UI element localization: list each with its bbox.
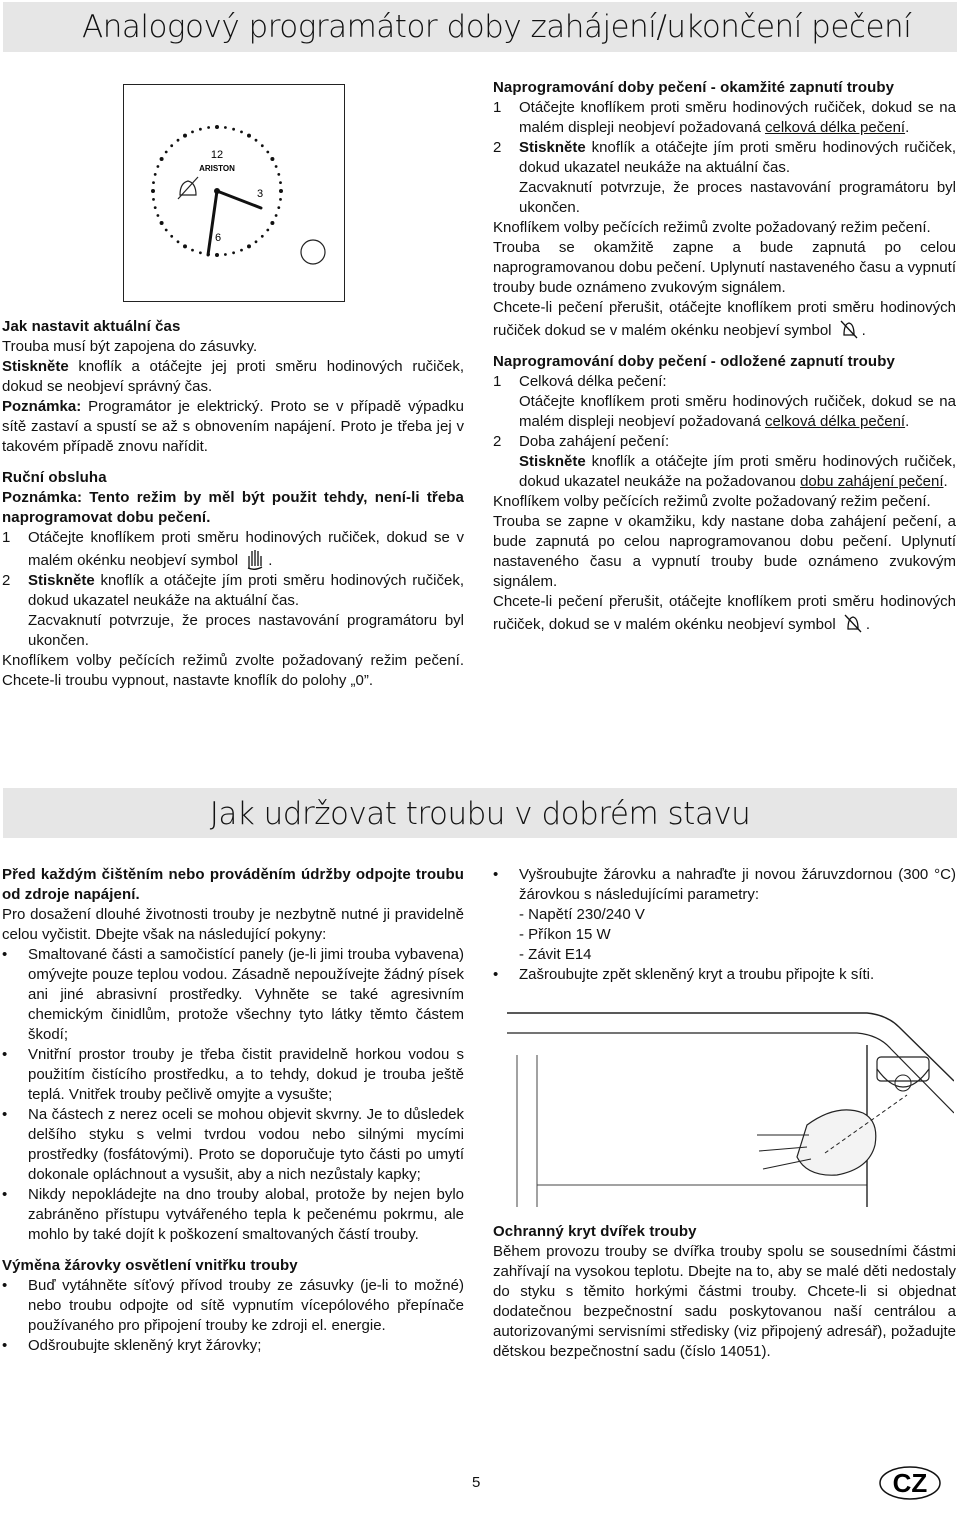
dial-tick [247,244,251,248]
dial-tick [261,235,264,238]
page-title: Analogový programátor doby zahájení/ukončení pečení [82,9,912,45]
dial-tick [261,144,264,147]
dial-number-3: 3 [256,188,264,200]
bulb-heading: Výměna žárovky osvětlení vnitřku trouby [2,1257,298,1274]
right-column-top [493,78,956,635]
dial-tick [165,229,168,232]
cleaning-intro: Pro dosažení dlouhé životnosti trouby je nezbytně nutné ji pravidelně celou vyčistit. Dbejte však na následující pokyny: [2,906,464,943]
delayed-step-1: 1 Celková délka pečení: [493,373,667,390]
dial-tick [277,173,280,176]
dial-tick [275,214,278,217]
dial-tick [255,240,258,243]
door-section [493,1222,956,1362]
dial-tick [157,214,160,217]
cleaning-bullet-3: • Na částech z nerez oceli se mohou objevit skvrny. Je to důsledek delšího styku s velmi tvrdou vodou nebo silnými mycími prostředky (fosfátovými). Proto se doporučuje tyto části po umytí dokonale opláchnout a vysušit, aby a nich nezůstaly kapky; [2,1106,464,1183]
dial-tick [157,165,160,168]
dial-tick [232,251,235,254]
dial-tick [240,131,243,134]
dial-tick [207,126,210,129]
brand-logo: ARISTON [199,164,235,173]
left-column-bottom [2,865,464,1356]
manual-heading: Ruční obsluha [2,469,107,486]
delayed-step-1-text: Otáčejte knoflíkem proti směru hodinových ručiček, dokud se na malém displeji neobjeví požadovaná celková délka pečení. [519,393,956,430]
country-code: CZ [892,1468,928,1498]
hour-hand [208,191,217,255]
bulb-bullet-1: • Buď vytáhněte síťový přívod trouby ze zásuvky (je-li to možné) nebo troubu odpojte od sítě vypnutím vícepólového přepínače používaného pro připojení trouby ke zdroji el. energie. [2,1277,464,1334]
set-time-heading: Jak nastavit aktuální čas [2,318,181,335]
bulb-spec-power: - Příkon 15 W [519,926,611,943]
dial-tick [279,181,282,184]
dial-tick [154,206,157,209]
dial-tick [224,253,227,256]
oven-lamp-icon [507,985,954,1207]
dial-tick [160,157,164,161]
dial-tick [151,189,155,193]
manual-step-1: 1 Otáčejte knoflíkem proti směru hodinových ručiček, dokud se v malém okénku neobjeví symbol . [2,529,464,569]
bell-crossed-symbol-icon [838,318,860,340]
dial-tick [266,151,269,154]
dial-tick [177,139,180,142]
dial-tick [279,189,283,193]
dial-tick [170,235,173,238]
cleaning-heading: Před každým čištěním nebo prováděním údržby odpojte troubu od zdroje napájení. [2,866,464,903]
bell-crossed-symbol-icon [842,612,864,634]
country-badge [878,1465,942,1507]
immediate-p3: Chcete-li pečení přerušit, otáčejte knoflíkem proti směru hodinových ručiček dokud se v malém okénku neobjeví symbol . [493,299,956,339]
dial-tick [255,139,258,142]
set-time-line1: Trouba musí být zapojena do zásuvky. [2,338,258,355]
small-window-circle [301,240,325,264]
delayed-p2: Trouba se zapne v okamžiku, kdy nastane doba zahájení pečení, a bude zapnutá po celou naprogramovanou dobu pečení. Uplynutí nastaveného času a vypnutí trouby bude oznámeno zvukovým signálem. [493,513,956,590]
bulb-bullet-3: • Vyšroubujte žárovku a nahraďte ji novou žáruvzdornou (300 °C) žárovkou s následujícími parametry: [493,866,956,903]
manual-step-2-extra: Zacvaknutí potvrzuje, že proces nastavování programátoru byl ukončen. [28,612,464,649]
dial-tick [266,229,269,232]
maintenance-title: Jak udržovat troubu v dobrém stavu [209,796,751,832]
clock-dial-icon [124,85,344,301]
manual-note: Poznámka: Tento režim by měl být použit tehdy, není-li třeba naprogramovat dobu pečení. [2,489,464,526]
dial-tick [270,157,274,161]
hand-symbol-icon [244,548,266,570]
dial-tick [199,251,202,254]
bulb-bullet-2: • Odšroubujte skleněný kryt žárovky; [2,1337,262,1354]
dial-tick [191,249,194,252]
delayed-step-2: 2 Doba zahájení pečení: [493,433,670,450]
immediate-step-2-extra: Zacvaknutí potvrzuje, že proces nastavování programátoru byl ukončen. [519,179,956,216]
left-column-top [2,317,464,691]
delayed-step-2-text: Stiskněte knoflík a otáčejte jím proti směru hodinových ručiček, dokud ukazatel neukáže na požadovanou dobu zahájení pečení. [519,453,956,490]
immediate-p2: Trouba se okamžitě zapne a bude zapnutá po celou naprogramovanou dobu pečení. Uplynutí nastaveného času a vypnutí trouby bude oznámeno zvukovým signálem. [493,239,956,296]
dial-number-6: 6 [214,232,222,244]
dial-tick [215,125,219,129]
dial-tick [183,134,187,138]
dial-tick [152,181,155,184]
manual-closing: Knoflíkem volby pečících režimů zvolte požadovaný režim pečení. Chcete-li troubu vypnout, nastavte knoflík do polohy „0”. [2,652,464,689]
oven-lamp-illustration [507,985,954,1207]
dial-tick [270,221,274,225]
dial-tick [165,151,168,154]
dial-tick [232,128,235,131]
programmer-clock-illustration [123,84,345,302]
right-column-bottom [493,865,956,985]
delayed-p3: Chcete-li pečení přerušit, otáčejte knoflíkem proti směru hodinových ručiček, dokud se v malém okénku neobjeví symbol . [493,593,956,633]
page-number: 5 [472,1474,481,1491]
dial-tick [191,131,194,134]
set-time-line2: Stiskněte knoflík a otáčejte jej proti směru hodinových ručiček, dokud se neobjeví správný čas. [2,358,464,395]
dial-tick [277,206,280,209]
immediate-step-2: 2 Stiskněte knoflík a otáčejte jím proti směru hodinových ručiček, dokud ukazatel neukáže na aktuální čas. [493,139,956,176]
dial-tick [154,173,157,176]
dial-tick [279,198,282,201]
door-text: Během provozu trouby se dvířka trouby spolu se sousedními částmi zahřívají na vysokou teplotu. Dbejte na to, aby se malé děti nedostaly do styku s těmito horkými částmi trouby. Chcete-li si objednat dodatečnou bezpečnostní sadu poskytovanou naší centrálou a autorizovanými servisními středisky (viz připojený adresář), požadujte dětskou bezpečnostní sadu (číslo 14051). [493,1243,956,1360]
dial-tick [224,126,227,129]
delayed-p1: Knoflíkem volby pečících režimů zvolte požadovaný režim pečení. [493,493,931,510]
dial-tick [183,244,187,248]
immediate-step-1: 1 Otáčejte knoflíkem proti směru hodinových ručiček, dokud se na malém displeji neobjeví požadovaná celková délka pečení. [493,99,956,136]
cleaning-bullet-2: • Vnitřní prostor trouby je třeba čistit pravidelně horkou vodou s použitím čistícího prostředku, a to tehdy, dokud je trouba ještě teplá. Vnitřek trouby pečlivě omyjte a vysušte; [2,1046,464,1103]
bulb-spec-thread: - Závit E14 [519,946,592,963]
cleaning-bullet-4: • Nikdy nepokládejte na dno trouby alobal, protože by nejen bylo zabráněno přístupu vytvářeného tepla k pečenému pokrmu, ale mohlo by také dojít k poškození smaltovaných částí trouby. [2,1186,464,1243]
bulb-bullet-4: • Zašroubujte zpět skleněný kryt a troubu připojte k síti. [493,966,875,983]
dial-tick [215,253,219,257]
minute-hand [217,191,261,208]
dial-tick [177,240,180,243]
manual-step-2: 2 Stiskněte knoflík a otáčejte jím proti směru hodinových ručiček, dokud ukazatel neukáže na aktuální čas. [2,572,464,609]
dial-tick [240,249,243,252]
immediate-p1: Knoflíkem volby pečících režimů zvolte požadovaný režim pečení. [493,219,931,236]
dial-number-12: 12 [210,149,224,161]
set-time-note: Poznámka: Programátor je elektrický. Proto se v případě výpadku sítě zastaví a spustí se až s obnovením napájení. Proto je třeba jej v takovém případě znovu nařídit. [2,398,464,455]
dial-tick [275,165,278,168]
cleaning-bullet-1: • Smaltované části a samočistící panely (je-li jimi trouba vybavena) omývejte pouze teplou vodou. Zásadně nepoužívejte žádný písek ani jiné abrasivní prostředky. Vyhněte se také agresivním chemickým činidlům, protože všechny tyto látky těmto částem škodí; [2,946,464,1043]
dial-tick [160,221,164,225]
bell-symbol-icon [178,177,198,199]
dial-tick [247,134,251,138]
dial-tick [152,198,155,201]
page-title-banner [3,2,957,52]
maintenance-banner [3,788,957,838]
bulb-spec-voltage: - Napětí 230/240 V [519,906,645,923]
door-heading: Ochranný kryt dvířek trouby [493,1223,697,1240]
delayed-heading: Naprogramování doby pečení - odložené zapnutí trouby [493,353,895,370]
dial-tick [170,144,173,147]
immediate-heading: Naprogramování doby pečení - okamžité zapnutí trouby [493,79,895,96]
dial-tick [199,128,202,131]
